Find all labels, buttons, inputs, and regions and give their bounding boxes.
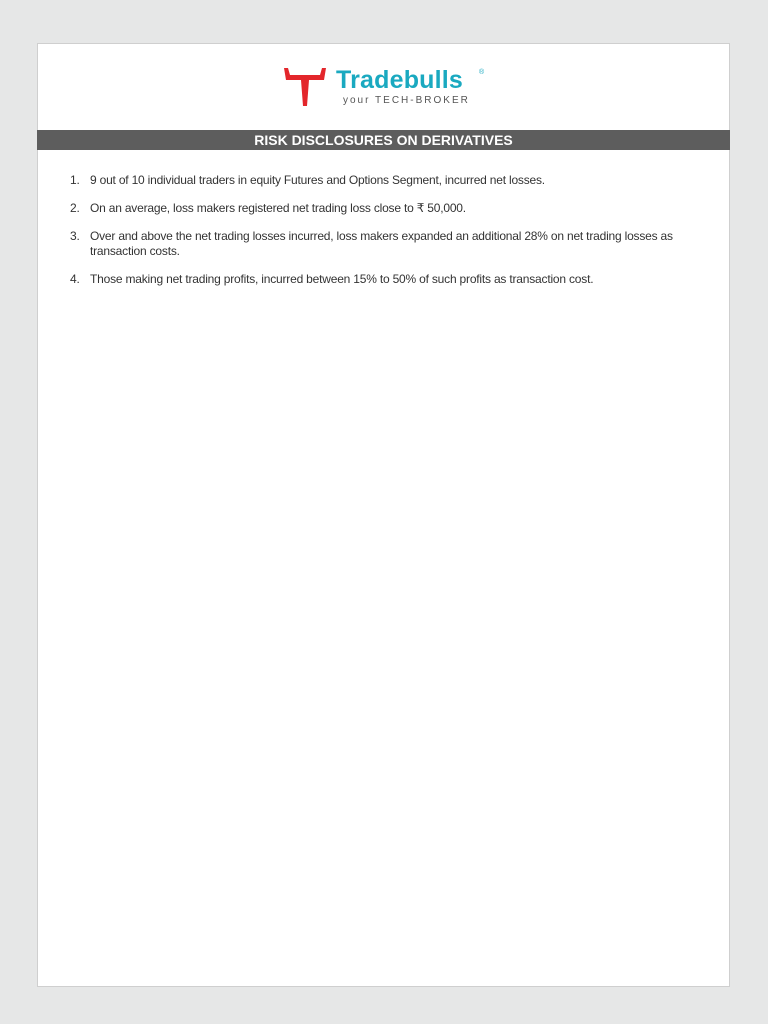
list-item [70, 173, 710, 188]
brand-logo [282, 66, 502, 110]
list-item [70, 272, 710, 287]
disclosure-list [70, 173, 710, 300]
list-item-text: Over and above the net trading losses incurred, loss makers expanded an additional 28% on net trading losses as transaction costs. [90, 229, 673, 258]
page-title: RISK DISCLOSURES ON DERIVATIVES [37, 130, 730, 150]
list-item-number: 2. [70, 201, 80, 215]
list-item-text: 9 out of 10 individual traders in equity Futures and Options Segment, incurred net losses. [90, 173, 545, 187]
document-page [37, 43, 730, 987]
registered-mark: ® [479, 69, 485, 76]
list-item [70, 201, 710, 216]
list-item-number: 3. [70, 229, 80, 243]
list-item-text: On an average, loss makers registered net trading loss close to ₹ 50,000. [90, 201, 466, 215]
list-item-number: 4. [70, 272, 80, 286]
bull-horns-logo-icon [282, 66, 328, 108]
brand-name: Tradebulls [336, 66, 464, 94]
brand-tagline: your TECH-BROKER [343, 95, 470, 106]
list-item-number: 1. [70, 173, 80, 187]
list-item [70, 229, 710, 259]
list-item-text: Those making net trading profits, incurred between 15% to 50% of such profits as transaction cost. [90, 272, 594, 286]
